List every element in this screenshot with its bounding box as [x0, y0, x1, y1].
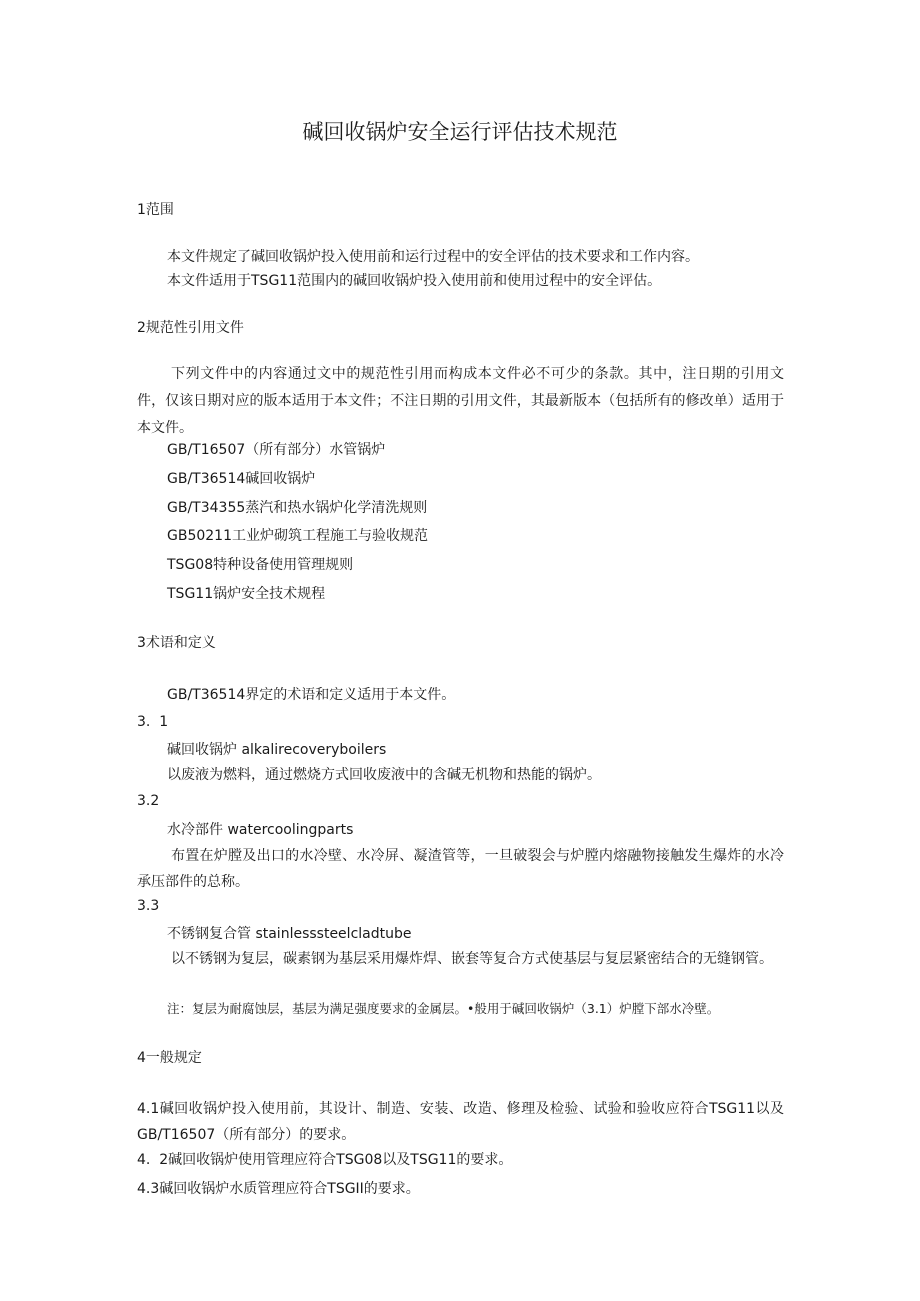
section-3-intro: GB/T36514界定的术语和定义适用于本文件。	[167, 687, 456, 703]
note: 注：复层为耐腐蚀层，基层为满足强度要求的金属层。•般用于碱回收锅炉（3.1）炉膛下部水冷壁。	[167, 1001, 720, 1016]
term-name: 水冷部件 watercoolingparts	[167, 822, 354, 838]
section-4-heading: 4一般规定	[137, 1050, 202, 1066]
section-1-paragraph-1: 本文件规定了碱回收锅炉投入使用前和运行过程中的安全评估的技术要求和工作内容。	[167, 249, 699, 265]
reference-item: GB/T34355蒸汽和热水锅炉化学清洗规则	[167, 500, 428, 516]
term-number: 3.2	[137, 793, 160, 809]
term-number: 3.3	[137, 898, 160, 914]
section-1-paragraph-2: 本文件适用于TSG11范围内的碱回收锅炉投入使用前和使用过程中的安全评估。	[167, 273, 662, 289]
term-definition: 以不锈钢为复层，碳素钢为基层采用爆炸焊、嵌套等复合方式使基层与复层紧密结合的无缝钢管。	[171, 951, 773, 967]
clause-4-2: 4. 2碱回收锅炉使用管理应符合TSG08以及TSG11的要求。	[137, 1152, 513, 1168]
term-name: 不锈钢复合管 stainlesssteelcladtube	[167, 926, 412, 942]
reference-item: TSG11锅炉安全技术规程	[167, 586, 326, 602]
term-definition: 布置在炉膛及出口的水冷壁、水冷屏、凝渣管等，一旦破裂会与炉膛内熔融物接触发生爆炸的水冷承压部件的总称。	[137, 848, 784, 890]
clause-4-3: 4.3碱回收锅炉水质管理应符合TSGII的要求。	[137, 1181, 420, 1197]
reference-item: GB/T36514碱回收锅炉	[167, 471, 316, 487]
clause-4-1: 4.1碱回收锅炉投入使用前，其设计、制造、安装、改造、修理及检验、试验和验收应符合TSG11以及GB/T16507（所有部分）的要求。	[137, 1101, 784, 1143]
document-title: 碱回收锅炉安全运行评估技术规范	[302, 120, 618, 144]
section-3-heading: 3术语和定义	[137, 635, 216, 651]
reference-item: GB50211工业炉砌筑工程施工与验收规范	[167, 528, 428, 544]
term-name: 碱回收锅炉 alkalirecoveryboilers	[167, 742, 387, 758]
term-number: 3. 1	[137, 714, 169, 730]
section-1-heading: 1范围	[137, 202, 174, 218]
term-definition: 以废液为燃料，通过燃烧方式回收废液中的含碱无机物和热能的锅炉。	[167, 767, 601, 783]
reference-item: GB/T16507（所有部分）水管锅炉	[167, 442, 386, 458]
reference-item: TSG08特种设备使用管理规则	[167, 557, 354, 573]
section-2-heading: 2规范性引用文件	[137, 320, 244, 336]
section-2-intro: 下列文件中的内容通过文中的规范性引用而构成本文件必不可少的条款。其中，注日期的引用文件，仅该日期对应的版本适用于本文件；不注日期的引用文件，其最新版本（包括所有的修改单）适用于本文件。	[137, 366, 784, 436]
